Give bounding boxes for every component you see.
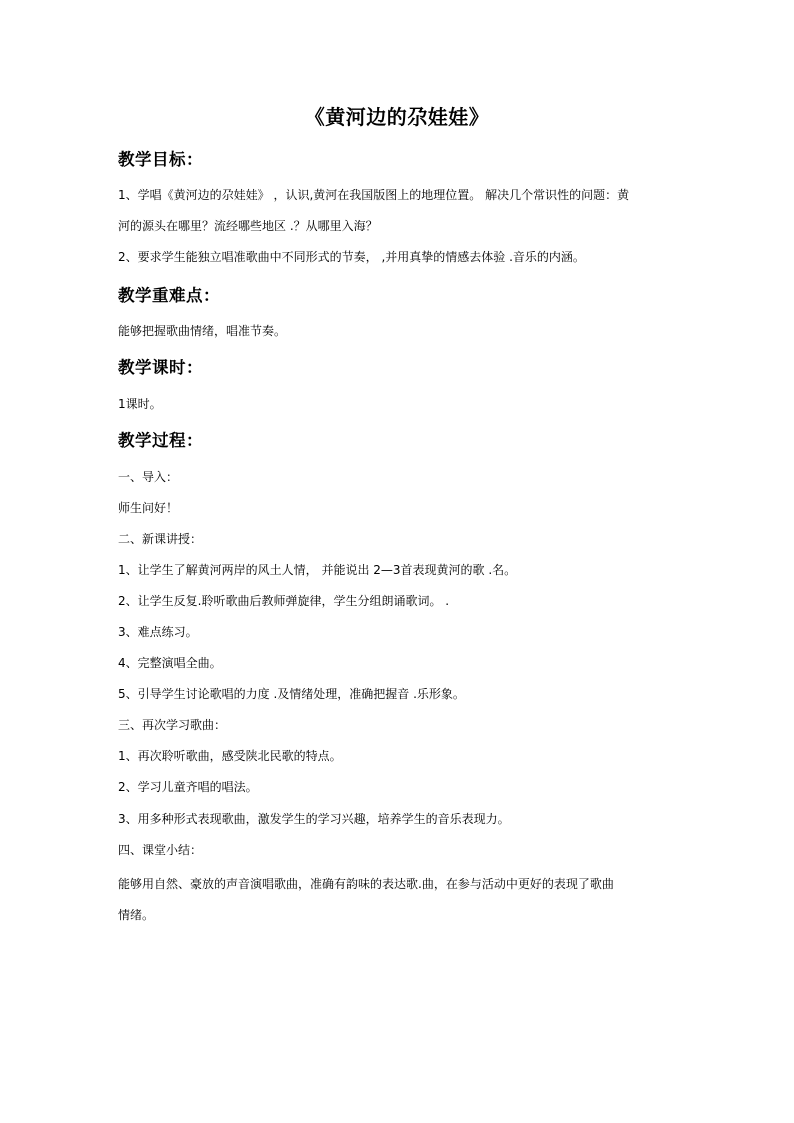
document-title: 《黄河边的尕娃娃》: [304, 105, 490, 129]
process-item: 2、让学生反复.聆听歌曲后教师弹旋律，学生分组朗诵歌词。 .: [118, 594, 450, 608]
objectives-heading: 教学目标：: [118, 150, 203, 169]
process-heading: 教学过程：: [118, 431, 203, 450]
process-item: 1、再次聆听歌曲，感受陕北民歌的特点。: [118, 749, 342, 763]
objectives-item-1-cont: 河的源头在哪里？流经哪些地区 .？从哪里入海？: [118, 219, 378, 233]
objectives-item-1: 1、学唱《黄河边的尕娃娃》 ，认识,黄河在我国版图上的地理位置。 解决几个常识性的问题：黄: [118, 188, 630, 202]
process-item: 4、完整演唱全曲。: [118, 656, 222, 670]
key-points-item: 能够把握歌曲情绪，唱准节奏。: [118, 324, 287, 338]
process-item: 5、引导学生讨论歌唱的力度 .及情绪处理，准确把握音 .乐形象。: [118, 687, 465, 701]
process-item: 三、再次学习歌曲：: [118, 718, 227, 732]
key-points-heading: 教学重难点：: [118, 286, 220, 305]
hours-heading: 教学课时：: [118, 358, 203, 377]
process-item: 情绪。: [118, 908, 155, 922]
process-item: 3、用多种形式表现歌曲，激发学生的学习兴趣，培养学生的音乐表现力。: [118, 812, 510, 826]
process-item: 3、难点练习。: [118, 625, 198, 639]
process-item: 四、课堂小结：: [118, 843, 203, 857]
objectives-item-2: 2、要求学生能独立唱准歌曲中不同形式的节奏， ,并用真挚的情感去体验 .音乐的内涵。: [118, 250, 585, 264]
process-item: 二、新课讲授：: [118, 532, 203, 546]
process-item: 师生问好！: [118, 501, 179, 515]
process-item: 能够用自然、豪放的声音演唱歌曲，准确有韵味的表达歌.曲，在参与活动中更好的表现了歌曲: [118, 877, 614, 891]
process-item: 2、学习儿童齐唱的唱法。: [118, 780, 258, 794]
process-item: 一、导入：: [118, 470, 179, 484]
hours-item: 1课时。: [118, 397, 162, 411]
process-item: 1、让学生了解黄河两岸的风土人情， 并能说出 2—3首表现黄河的歌 .名。: [118, 563, 517, 577]
